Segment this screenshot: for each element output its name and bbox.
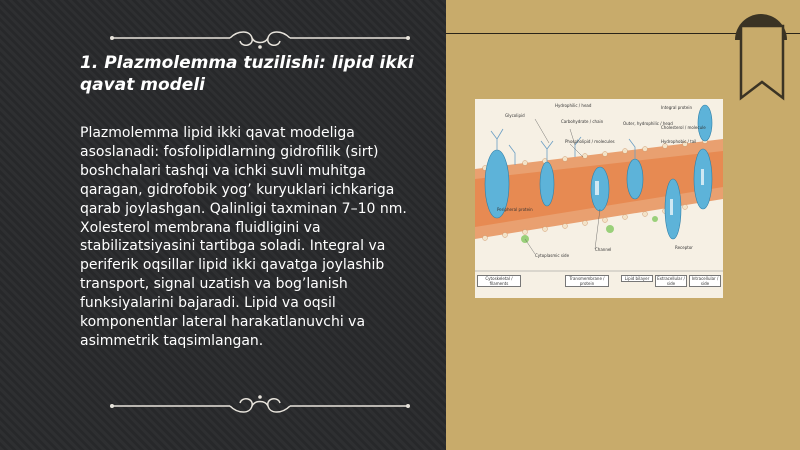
figure-caption-box: Intracellular / side <box>689 275 721 287</box>
figure-label: Glycolipid <box>505 113 525 118</box>
figure-label: Peripheral protein <box>497 207 533 212</box>
figure-caption-box: Extracellular / side <box>655 275 687 287</box>
slide-body-text: Plazmolemma lipid ikki qavat modeliga asoslanadi: fosfolipidlarning gidrofilik (sirt) boshchalari tashqi va ichki suvli muhitga qaragan, gidrofobik yog’ kuryuklari ichkariga qarab joylashgan. Qalinligi taxminan 7–10 nm. Xolesterol membrana fluidligini va stabilizatsiyasini tartibga soladi. Integral va periferik oqsillar lipid ikki qavatga joylashib transport, signal uzatish va bog’lanish funksiyalarini bajaradi. Lipid va oqsil komponentlar lateral harakatlanuvchi va asimmetrik taqsimlangan. <box>80 125 407 349</box>
figure-label: Cholesterol / molecule <box>661 125 706 130</box>
bookmark-icon <box>731 12 791 102</box>
figure-label: Carbohydrate / chain <box>561 119 604 124</box>
bottom-ornament-icon <box>110 386 410 416</box>
figure-label: Phospholipid / molecules <box>565 139 615 144</box>
figure-label: Receptor <box>675 245 693 250</box>
figure-label: Channel <box>595 247 612 252</box>
slide-title: 1. Plazmolemma tuzilishi: lipid ikki qavat modeli <box>80 53 414 95</box>
figure-label: Integral protein <box>661 105 692 110</box>
figure-caption-box: Transmembrane / protein <box>565 275 609 287</box>
figure-label: Outer, hydrophilic / head <box>623 121 673 126</box>
figure-label: Cytoplasmic side <box>535 253 570 258</box>
figure-label: Hydrophilic / head <box>555 103 592 108</box>
figure-caption-box: Lipid bilayer <box>621 275 653 282</box>
membrane-diagram <box>475 99 723 298</box>
figure-caption-box: Cytoskeletal / filaments <box>477 275 521 287</box>
figure-label: Hydrophobic / tail <box>661 139 697 144</box>
